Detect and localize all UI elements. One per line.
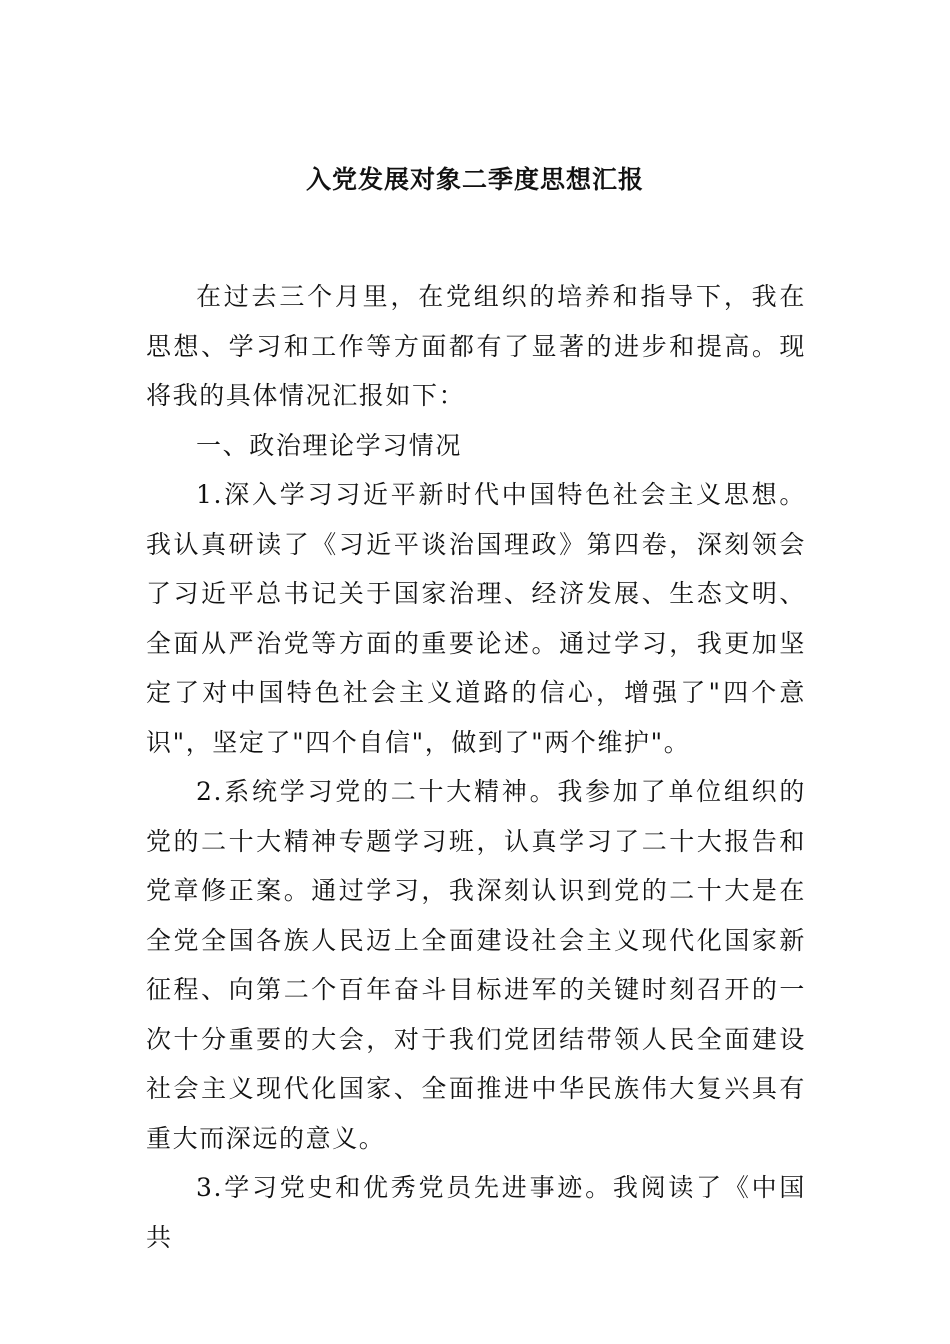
body-paragraph: 2.系统学习党的二十大精神。我参加了单位组织的党的二十大精神专题学习班，认真学习了二十大报告和党章修正案。通过学习，我深刻认识到党的二十大是在全党全国各族人民迈上全面建设社会主义现代化国家新征程、向第二个百年奋斗目标进军的关键时刻召开的一次十分重要的大会，对于我们党团结带领人民全面建设社会主义现代化国家、全面推进中华民族伟大复兴具有重大而深远的意义。 xyxy=(146,777,806,1153)
document-title: 入党发展对象二季度思想汇报 xyxy=(305,165,644,194)
section-heading: 一、政治理论学习情况 xyxy=(196,430,463,460)
document-body xyxy=(146,272,806,1262)
intro-paragraph: 在过去三个月里，在党组织的培养和指导下，我在思想、学习和工作等方面都有了显著的进步和提高。现将我的具体情况汇报如下： xyxy=(146,282,806,410)
body-paragraph: 3.学习党史和优秀党员先进事迹。我阅读了《中国共 xyxy=(146,1173,806,1252)
body-paragraph: 1.深入学习习近平新时代中国特色社会主义思想。我认真研读了《习近平谈治国理政》第四卷，深刻领会了习近平总书记关于国家治理、经济发展、生态文明、全面从严治党等方面的重要论述。通过学习，我更加坚定了对中国特色社会主义道路的信心，增强了"四个意识"，坚定了"四个自信"，做到了"两个维护"。 xyxy=(146,480,806,757)
